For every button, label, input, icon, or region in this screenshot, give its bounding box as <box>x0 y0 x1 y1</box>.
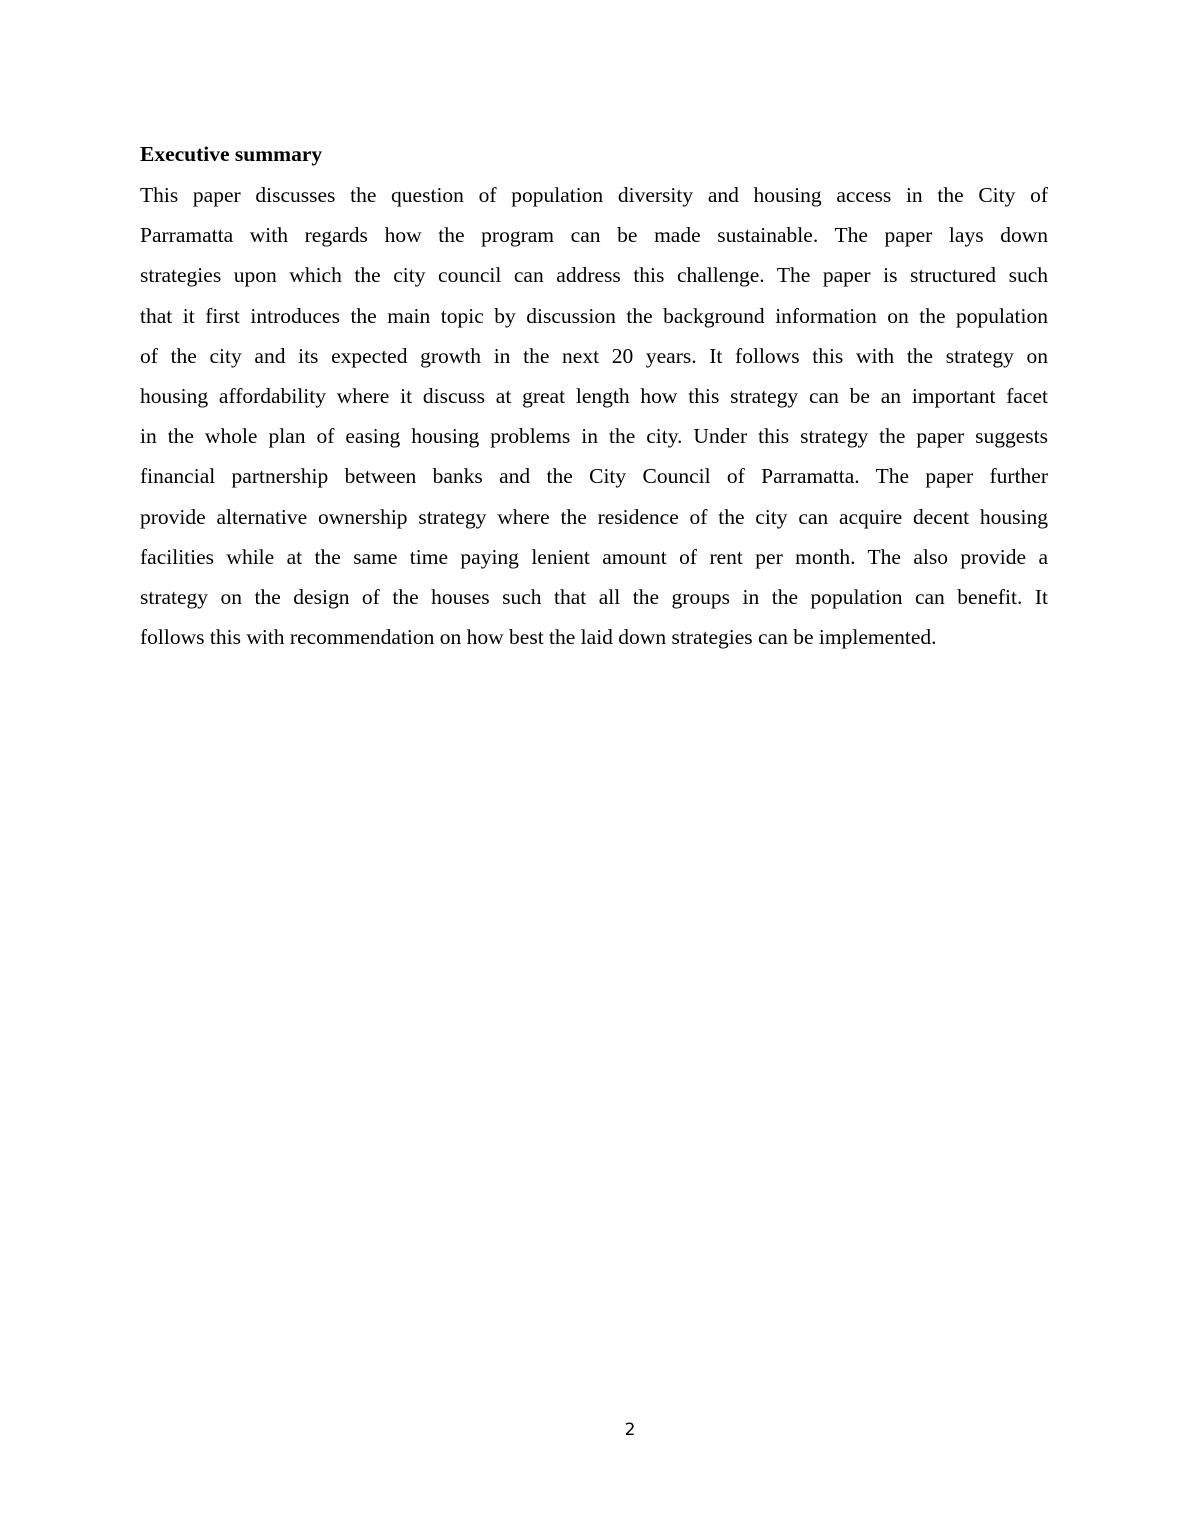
paragraph-line: strategies upon which the city council can address this challenge. The paper is structured such <box>140 263 1048 288</box>
paragraph-line: of the city and its expected growth in the next 20 years. It follows this with the strategy on <box>140 343 1048 368</box>
paragraph-line: that it first introduces the main topic by discussion the background information on the population <box>140 303 1048 328</box>
paragraph-line: housing affordability where it discuss at great length how this strategy can be an important facet <box>140 383 1048 408</box>
paragraph-line: financial partnership between banks and the City Council of Parramatta. The paper further <box>140 464 1048 489</box>
paragraph-line: in the whole plan of easing housing problems in the city. Under this strategy the paper suggests <box>140 424 1048 449</box>
executive-summary-paragraph <box>140 180 1048 662</box>
paragraph-line: facilities while at the same time paying lenient amount of rent per month. The also provide a <box>140 544 1048 569</box>
paragraph-line: follows this with recommendation on how best the laid down strategies can be implemented. <box>140 625 937 650</box>
paragraph-line: strategy on the design of the houses such that all the groups in the population can benefit. It <box>140 584 1048 609</box>
paragraph-line: provide alternative ownership strategy where the residence of the city can acquire decent housing <box>140 504 1048 529</box>
section-heading: Executive summary <box>140 142 323 166</box>
page-number: 2 <box>624 1420 636 1440</box>
paragraph-line: Parramatta with regards how the program can be made sustainable. The paper lays down <box>140 223 1048 248</box>
paragraph-line: This paper discusses the question of population diversity and housing access in the City of <box>140 183 1048 207</box>
